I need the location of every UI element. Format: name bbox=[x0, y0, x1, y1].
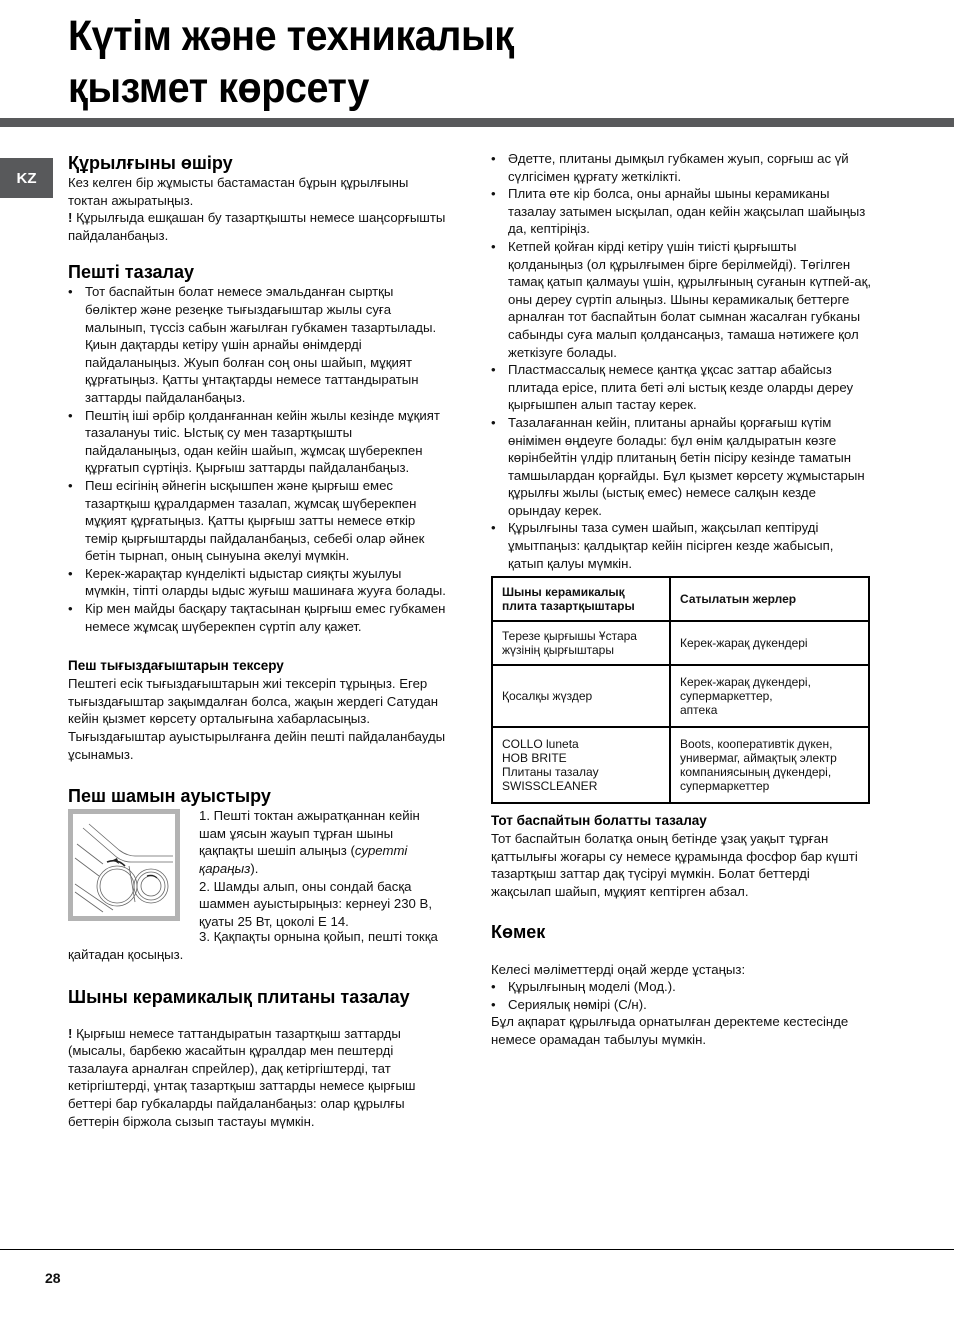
page-number: 28 bbox=[45, 1270, 61, 1286]
section-seals bbox=[68, 657, 448, 763]
table-cell-product: COLLO luneta HOB BRITE Плитаны тазалау SWISSCLEANER bbox=[492, 727, 670, 803]
table-cell-where: Керек-жарақ дүкендері, супермаркеттер, аптека bbox=[670, 665, 869, 727]
section-text: Кез келген бір жұмысты бастамастан бұрын құрылғыны токтан ажыратыңыз. bbox=[68, 175, 409, 208]
page-title-line-2: қызмет көрсету bbox=[68, 64, 369, 112]
help-outro: Бұл ақпарат құрылғыда орнатылған деректеме кестесінде немесе орамадан табылуы мүмкін. bbox=[491, 1014, 849, 1047]
section-text: Тот баспайтын болатқа оның бетінде ұзақ уақыт тұрған қаттылығы жоғары су немесе құрамында фосфор бар күшті тазартқыш заттар дақ түсіруі мүмкін. Болат беттерді жақсылап шайып, мұқият кептірген абзал. bbox=[491, 831, 858, 900]
list-item: • Пластмассалық немесе қантқа ұқсас заттар абайсыз плитада ерісе, плита беті әлі ыстық кезде оларды дереу қырғышпен алып тастау керек. bbox=[491, 361, 871, 414]
list-item: • Тазалағаннан кейін, плитаны арнайы қорғағыш күтім өнімімен өңдеуге болады: бұл өнім қалдыратын көзге көрінбейтін үлдір плитаның бетін пісіру кезінде таматын тамшылардан қорғайды. Бұл қызмет көрсету жұмыстарын құрылғы жылы (ыстық емес) немесе салқын кезде орындау керек. bbox=[491, 414, 871, 520]
table-row bbox=[492, 621, 869, 665]
section-subheading: Тот баспайтын болатты тазалау bbox=[491, 813, 707, 829]
table-header-cell: Сатылатын жерлер bbox=[670, 577, 869, 621]
list-item: • Құрылғыны таза сумен шайып, жақсылап кептіруді ұмытпаңыз: қалдықтар кейін пісірген кезде жабысып, қатып қалуы мүмкін. bbox=[491, 519, 871, 572]
cleaners-table bbox=[491, 576, 870, 804]
section-heading: Шыны керамикалық плитаны тазалау bbox=[68, 986, 410, 1007]
oven-cleaning-list bbox=[68, 283, 448, 635]
table-cell-product: Қосалқы жүздер bbox=[492, 665, 670, 727]
section-oven-cleaning bbox=[68, 261, 448, 635]
list-item: • Кетпей қойған кірді кетіру үшін тиісті қырғышты қолданыңыз (ол құрылғымен бірге берілмейді). Төгілген тамақ қатып қалмауы үшін, құрылғының суғанын күтпей-ақ, оны дереу сүртіп алыңыз. Шыны керамикалық беттерге арналған тот баспайтын болат сымнан жасалған губканы сабынды суға малып қолдансаңыз, тамаша нәтижеге қол жеткізуге болады. bbox=[491, 238, 871, 361]
list-item: • Кір мен майды басқару тақтасынан қырғыш емес губкамен немесе жұмсақ шүберекпен сүртіп алу қажет. bbox=[68, 600, 448, 635]
lamp-step-1: 1. Пешті токтан ажыратқаннан кейін шам ұясын жауып тұрған шыны қақпақты шешіп алыңыз (суретті қараңыз). bbox=[199, 808, 420, 876]
left-column bbox=[68, 150, 448, 1130]
list-item: • Керек-жарақтар күнделікті ыдыстар сияқты жуылуы мүмкін, тіпті оларды ыдыс жуғыш машинаға жууға болады. bbox=[68, 565, 448, 600]
lamp-step-3: 3. Қақпақты орнына қойып, пешті токқа қайтадан қосыңыз. bbox=[68, 929, 438, 962]
section-subheading: Пеш тығыздағыштарын тексеру bbox=[68, 658, 284, 674]
section-stainless-steel bbox=[491, 812, 871, 900]
oven-lamp-illustration-icon bbox=[68, 809, 180, 921]
table-row bbox=[492, 727, 869, 803]
section-heading: Көмек bbox=[491, 921, 546, 942]
table-cell-product: Терезе қырғышы Ұстара жүзінің қырғыштары bbox=[492, 621, 670, 665]
page-title bbox=[68, 10, 514, 114]
list-item: • Плита өте кір болса, оны арнайы шыны керамиканы тазалау затымен ысқылап, одан кейін жақсылап шайыңыз да, кептіріңіз. bbox=[491, 185, 871, 238]
warning-icon: ! bbox=[68, 210, 73, 226]
warning-icon: ! bbox=[68, 1025, 73, 1041]
section-heading: Пешті тазалау bbox=[68, 262, 194, 283]
right-column bbox=[491, 150, 871, 1049]
ceramic-cleaning-list bbox=[491, 150, 871, 572]
page-title-line-1: Күтім және техникалық bbox=[68, 12, 514, 60]
table-header-cell: Шыны керамикалық плита тазартқыштары bbox=[492, 577, 670, 621]
table-cell-where: Boots, кооперативтік дүкен, универмаг, аймақтық электр компаниясының дүкендері, супермаркеттер bbox=[670, 727, 869, 803]
list-item: • Құрылғының моделі (Мод.). bbox=[491, 978, 871, 996]
footer-divider bbox=[0, 1249, 954, 1250]
section-ceramic bbox=[68, 986, 448, 1131]
lamp-instructions bbox=[68, 807, 448, 930]
lamp-step-2: 2. Шамды алып, оны сондай басқа шаммен ауыстырыңыз: кернеуі 230 В, қуаты 25 Вт, цоколі Е 14. bbox=[199, 878, 433, 929]
section-lamp bbox=[68, 785, 448, 963]
section-heading: Құрылғыны өшіру bbox=[68, 153, 233, 173]
section-text: Пештегі есік тығыздағыштарын жиі тексеріп тұрыңыз. Егер тығыздағыштар зақымдалған болса, жақын жердегі Сатудан кейін қызмет көрсету орталығына хабарласыңыз. Тығыздағыштар ауыстырылғанға дейін пешті пайдаланбауды ұсынамыз. bbox=[68, 676, 446, 762]
section-heading: Пеш шамын ауыстыру bbox=[68, 786, 271, 807]
lamp-steps bbox=[199, 807, 448, 930]
warning-text: ! Қырғыш немесе таттандыратын тазартқыш заттарды (мысалы, барбекю жасайтын құралдар мен пештерді тазалауға арналған спрейлер), дақ кетіргіштерді, тат кетіргіштерді, ұнтақ тазартқыш заттарды немесе қырғыш беттері бар губкаларды пайдаланбаңыз: олар құрылғы беттерін біржола сызып тастауы мүмкін. bbox=[68, 1025, 416, 1129]
header-divider-bar bbox=[0, 118, 954, 127]
table-header-row bbox=[492, 577, 869, 621]
list-item: • Пеш есігінің әйнегін ысқышпен және қырғыш емес тазартқыш құралдармен тазалап, жұмсақ шүберекпен мұқият құрғатыңыз. Қатты қырғыш затты немесе өткір темір қырғыштарды пайдаланбаңыз, себебі олар әйнек бетін тырнап, оның сынуына әкелуі мүмкін. bbox=[68, 477, 448, 565]
help-intro: Келесі мәліметтерді оңай жерде ұстаңыз: bbox=[491, 961, 746, 977]
warning-text: ! Құрылғыда ешқашан бу тазартқышты немесе шаңсорғышты пайдаланбаңыз. bbox=[68, 210, 446, 243]
section-switch-off bbox=[68, 152, 448, 244]
list-item: • Әдетте, плитаны дымқыл губкамен жуып, сорғыш ас үй сүлгісімен құрғату жеткілікті. bbox=[491, 150, 871, 185]
table-row bbox=[492, 665, 869, 727]
list-item: • Сериялық нөмірі (С/н). bbox=[491, 996, 871, 1014]
section-help bbox=[491, 921, 871, 1049]
language-tab: KZ bbox=[0, 158, 53, 198]
table-cell-where: Керек-жарақ дүкендері bbox=[670, 621, 869, 665]
help-list bbox=[491, 978, 871, 1013]
list-item: • Пештің іші әрбір қолданғаннан кейін жылы кезінде мұқият тазалануы тиіс. Ыстық су мен тазартқышты пайдаланыңыз, одан кейін шайып, жұмсақ шүберекпен құрғатып сүртіңіз. Қырғыш заттарды пайдаланбаңыз. bbox=[68, 407, 448, 477]
list-item: • Тот баспайтын болат немесе эмальданған сыртқы бөліктер және резеңке тығыздағыштар жылы суға малынып, түссіз сабын жағылған губкамен тазартылады. Қиын дақтарды кетіру үшін арнайы өнімдерді пайдаланыңыз. Жуып болған соң оны шайып, мұқият құрғатыңыз. Қатты ұнтақтарды немесе таттандыратын заттарды пайдаланбаңыз. bbox=[68, 283, 448, 406]
